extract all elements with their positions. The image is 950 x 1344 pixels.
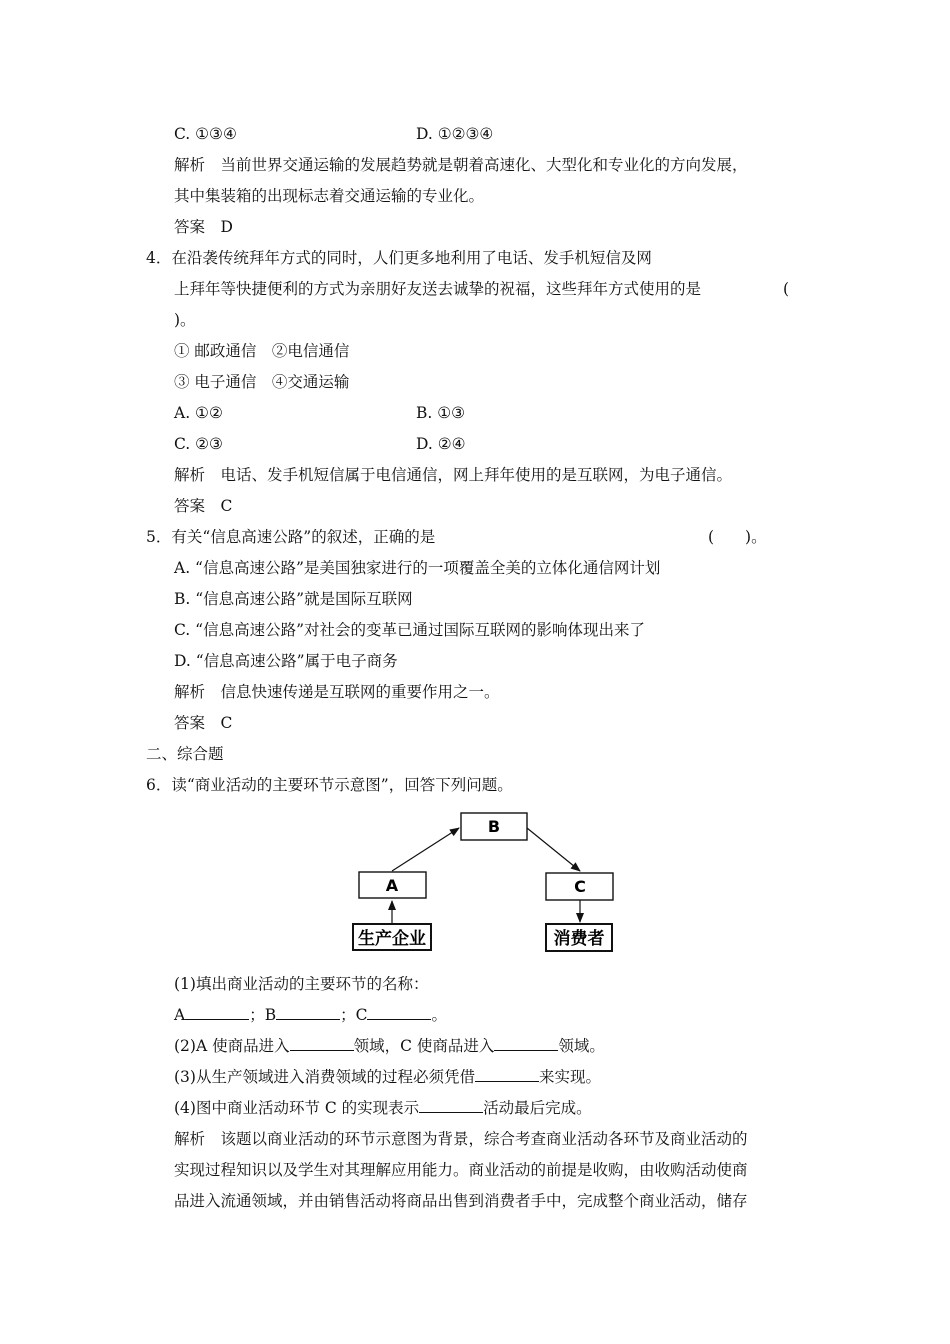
q6-sub-3-part-2: 来实现。 xyxy=(538,1068,601,1086)
q6-stem: 6．读“商业活动的主要环节示意图”，回答下列问题。 xyxy=(146,776,513,794)
blank-sub4 xyxy=(419,1098,483,1113)
q3-option-c: C. ①③④ xyxy=(174,125,237,143)
q4-answer: 答案 C xyxy=(174,497,233,515)
producer-label: 生产企业 xyxy=(358,929,426,949)
q4-item-line-2: ③ 电子通信 ④交通运输 xyxy=(174,373,350,391)
consumer-label: 消费者 xyxy=(553,929,605,949)
q6-sub-2-part-3: 领域。 xyxy=(558,1037,605,1055)
q4-item-line-1: ① 邮政通信 ②电信通信 xyxy=(174,342,350,360)
q6-sub-1-label-b: ；B xyxy=(249,1006,277,1024)
q4-paren-open: ( xyxy=(783,280,790,298)
q5-paren: ( )。 xyxy=(708,528,767,546)
q6-analysis-line-3: 品进入流通领域，并由销售活动将商品出售到消费者手中，完成整个商业活动，储存 xyxy=(174,1192,748,1210)
q6-analysis-line-2: 实现过程知识以及学生对其理解应用能力。商业活动的前提是收购，由收购活动使商 xyxy=(174,1161,748,1179)
q4-option-a: A. ①② xyxy=(174,404,223,422)
q5-option-b: B. “信息高速公路”就是国际互联网 xyxy=(174,590,413,608)
blank-sub2-1 xyxy=(290,1036,354,1051)
blank-c xyxy=(367,1005,431,1020)
q5-option-c: C. “信息高速公路”对社会的变革已通过国际互联网的影响体现出来了 xyxy=(174,621,646,639)
q6-sub-3 xyxy=(174,1067,601,1087)
q6-sub-2-part-2: 领域，C 使商品进入 xyxy=(353,1037,495,1055)
arrow-a-to-b xyxy=(392,828,459,871)
q6-sub-3-part-1: (3)从生产领域进入消费领域的过程必须凭借 xyxy=(174,1068,475,1086)
node-b-label: B xyxy=(487,817,501,836)
q6-analysis-line-1: 解析 该题以商业活动的环节示意图为背景，综合考查商业活动各环节及商业活动的 xyxy=(174,1130,748,1148)
q6-sub-1: (1)填出商业活动的主要环节的名称： xyxy=(174,975,429,993)
q6-sub-1-end: 。 xyxy=(431,1006,447,1024)
blank-a xyxy=(185,1005,249,1020)
node-a-label: A xyxy=(385,876,399,895)
q5-stem: 5．有关“信息高速公路”的叙述，正确的是 xyxy=(146,528,436,546)
q5-analysis: 解析 信息快速传递是互联网的重要作用之一。 xyxy=(174,683,500,701)
arrow-b-to-c xyxy=(527,828,580,871)
q3-analysis-line-2: 其中集装箱的出现标志着交通运输的专业化。 xyxy=(174,187,485,205)
q5-option-d: D. “信息高速公路”属于电子商务 xyxy=(174,652,398,670)
q6-sub-1-label-a: A xyxy=(174,1006,186,1024)
blank-sub3 xyxy=(475,1067,539,1082)
q4-stem-line-2: 上拜年等快捷便利的方式为亲朋好友送去诚挚的祝福，这些拜年方式使用的是 xyxy=(174,280,702,298)
q5-option-a: A. “信息高速公路”是美国独家进行的一项覆盖全美的立体化通信网计划 xyxy=(174,559,661,577)
q3-option-d: D. ①②③④ xyxy=(416,125,494,143)
q4-stem-line-1: 4．在沿袭传统拜年方式的同时，人们更多地利用了电话、发手机短信及网 xyxy=(146,249,652,267)
q5-answer: 答案 C xyxy=(174,714,233,732)
section-2-title: 二、综合题 xyxy=(146,745,224,763)
q4-stem-line-3: )。 xyxy=(174,311,196,329)
blank-sub2-2 xyxy=(494,1036,558,1051)
q3-analysis-line-1: 解析 当前世界交通运输的发展趋势就是朝着高速化、大型化和专业化的方向发展， xyxy=(174,156,748,174)
q6-sub-4-part-1: (4)图中商业活动环节 C 的实现表示 xyxy=(174,1099,420,1117)
q4-option-d: D. ②④ xyxy=(416,435,466,453)
q6-sub-1-label-c: ；C xyxy=(340,1006,368,1024)
q3-answer: 答案 D xyxy=(174,218,233,236)
q4-analysis: 解析 电话、发手机短信属于电信通信，网上拜年使用的是互联网，为电子通信。 xyxy=(174,466,733,484)
blank-b xyxy=(276,1005,340,1020)
q6-sub-1-blanks xyxy=(174,1005,447,1025)
q6-sub-2-part-1: (2)A 使商品进入 xyxy=(174,1037,290,1055)
q6-sub-4-part-2: 活动最后完成。 xyxy=(483,1099,592,1117)
q4-option-c: C. ②③ xyxy=(174,435,223,453)
q4-option-b: B. ①③ xyxy=(416,404,466,422)
node-c-label: C xyxy=(574,877,586,896)
q6-sub-4 xyxy=(174,1098,592,1118)
q6-sub-2 xyxy=(174,1036,605,1056)
